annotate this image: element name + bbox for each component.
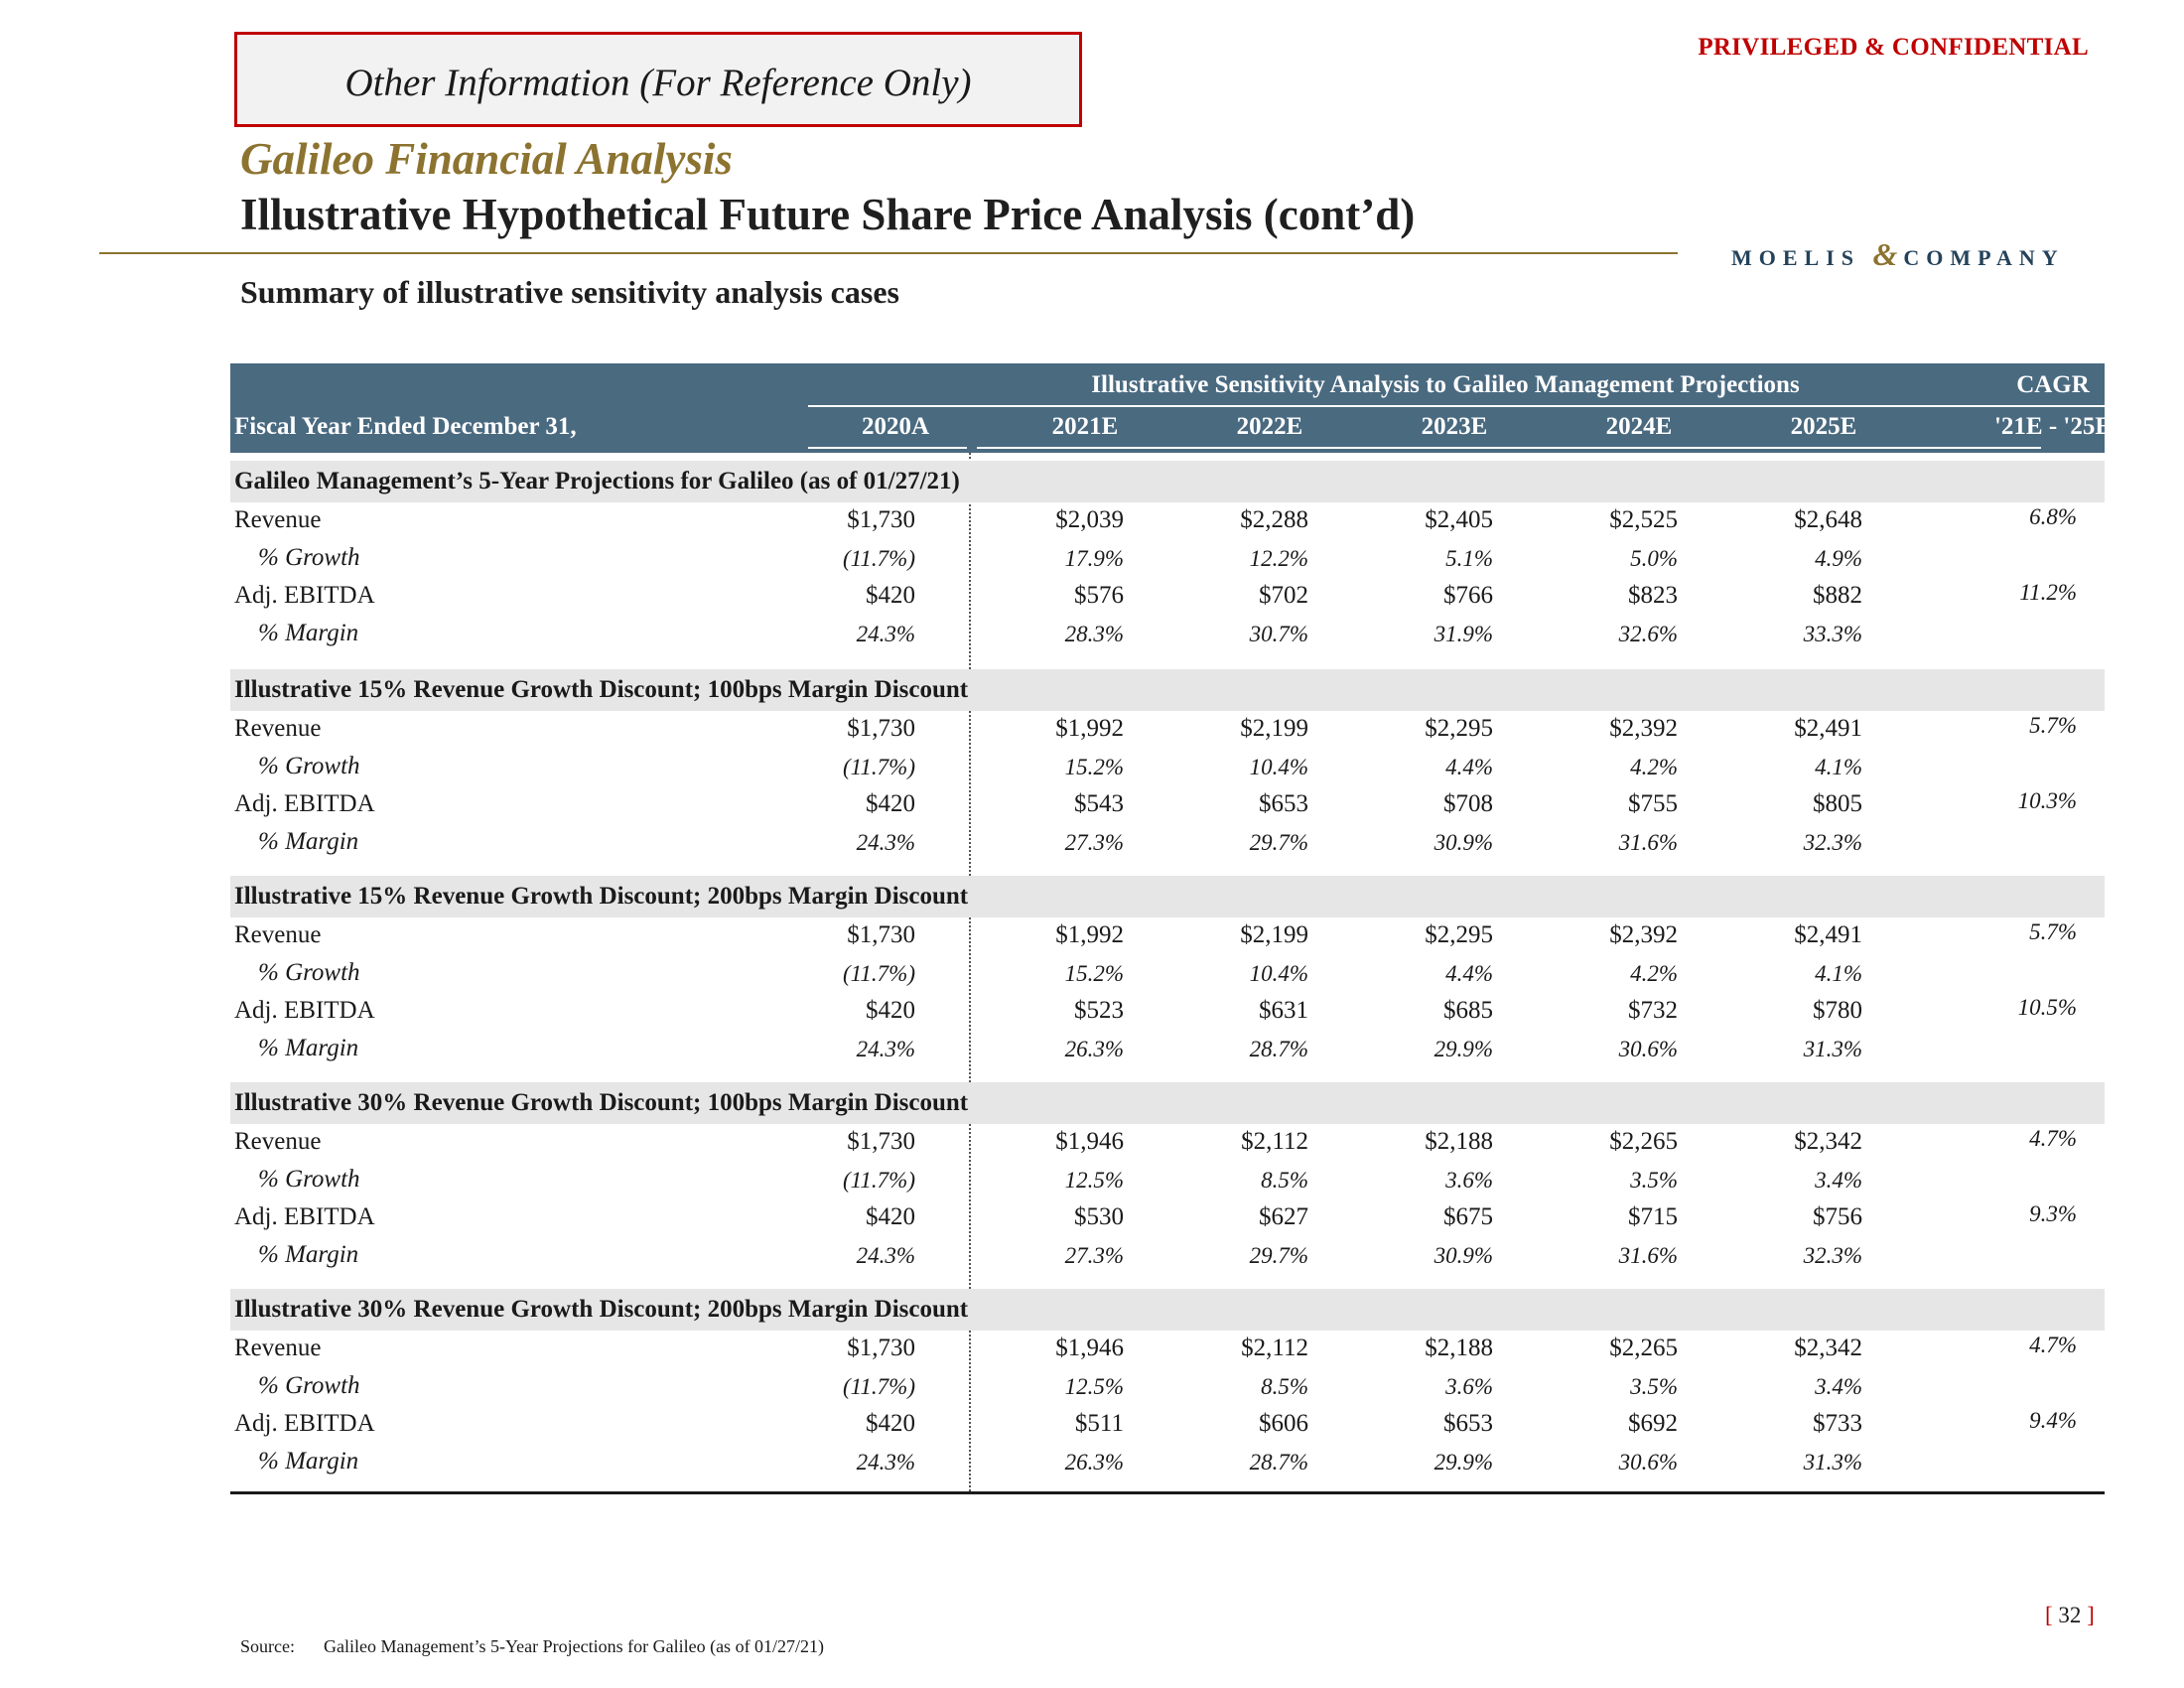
cell: 29.7%	[1249, 1243, 1308, 1268]
cell: $766	[1443, 582, 1493, 609]
cell: 10.4%	[1249, 755, 1308, 779]
cell: $1,946	[1055, 1335, 1124, 1361]
cell: $702	[1259, 582, 1308, 609]
cell: $631	[1259, 997, 1308, 1024]
row-label: Adj. EBITDA	[234, 997, 375, 1024]
header-underline	[977, 447, 2041, 449]
cell: 29.9%	[1433, 1450, 1493, 1475]
growth-row	[230, 1370, 2105, 1406]
cell: $708	[1443, 790, 1493, 817]
reference-note-text: Other Information (For Reference Only)	[344, 62, 972, 104]
scenario-title: Illustrative 30% Revenue Growth Discount; 200bps Margin Discount	[230, 1289, 2105, 1331]
cell: $653	[1443, 1410, 1493, 1437]
cell: 24.3%	[856, 1037, 915, 1061]
cell: $1,730	[847, 715, 915, 742]
row-label: % Growth	[258, 959, 360, 986]
cell: $732	[1628, 997, 1678, 1024]
cell: 3.6%	[1445, 1168, 1493, 1193]
cell: (11.7%)	[842, 546, 915, 571]
growth-row	[230, 751, 2105, 786]
table-bottom-rule	[230, 1491, 2105, 1494]
header-cagr-title: CAGR	[2016, 371, 2090, 398]
page-subtitle: Summary of illustrative sensitivity analysis cases	[240, 274, 899, 310]
cell: 12.5%	[1064, 1374, 1124, 1399]
scenario-section	[230, 669, 2105, 876]
source-label: Source:	[240, 1636, 295, 1656]
ebitda-row	[230, 1408, 2105, 1444]
margin-row	[230, 1033, 2105, 1068]
cell: 27.3%	[1064, 1243, 1124, 1268]
row-label: % Growth	[258, 1372, 360, 1399]
row-label: Revenue	[234, 1335, 322, 1361]
page-number-value: 32	[2058, 1603, 2082, 1627]
cell: 12.2%	[1249, 546, 1308, 571]
cell: 5.0%	[1630, 546, 1678, 571]
scenario-section	[230, 1289, 2105, 1495]
cell: 30.6%	[1618, 1037, 1678, 1061]
cell: $2,392	[1609, 921, 1678, 948]
margin-row	[230, 826, 2105, 862]
cell: 28.7%	[1249, 1450, 1308, 1475]
table-header	[230, 363, 2113, 453]
confidential-label: PRIVILEGED & CONFIDENTIAL	[1698, 34, 2089, 61]
cell: $543	[1074, 790, 1124, 817]
cell: 24.3%	[856, 1450, 915, 1475]
revenue-row	[230, 713, 2105, 749]
cell: $2,648	[1794, 506, 1862, 533]
header-fiscal-year: Fiscal Year Ended December 31,	[234, 413, 577, 440]
logo-word-left: MOELIS	[1731, 245, 1861, 270]
header-span-underline	[808, 405, 2115, 407]
scenario-title: Illustrative 30% Revenue Growth Discount; 100bps Margin Discount	[230, 1082, 2105, 1124]
cell: 24.3%	[856, 1243, 915, 1268]
ebitda-row	[230, 788, 2105, 824]
header-year: 2025E	[1790, 413, 1857, 440]
scenario-title: Illustrative 15% Revenue Growth Discount; 100bps Margin Discount	[230, 669, 2105, 711]
scenario-section	[230, 876, 2105, 1082]
cell: $2,342	[1794, 1335, 1862, 1361]
cell: $606	[1259, 1410, 1308, 1437]
cell: $1,730	[847, 1335, 915, 1361]
cell: (11.7%)	[842, 1374, 915, 1399]
row-label: % Margin	[258, 1448, 359, 1475]
cell: 31.6%	[1618, 830, 1678, 855]
cell: $715	[1628, 1203, 1678, 1230]
cell: $2,392	[1609, 715, 1678, 742]
cell: $1,946	[1055, 1128, 1124, 1155]
cell: 33.3%	[1803, 622, 1862, 646]
header-year: 2023E	[1421, 413, 1488, 440]
cell: $685	[1443, 997, 1493, 1024]
cell: 3.4%	[1815, 1168, 1862, 1193]
margin-row	[230, 618, 2105, 653]
row-label: Adj. EBITDA	[234, 582, 375, 609]
page-title: Illustrative Hypothetical Future Share Price Analysis (cont’d)	[240, 190, 1416, 239]
cell: $2,405	[1425, 506, 1493, 533]
cell: 30.9%	[1433, 830, 1493, 855]
cell: $755	[1628, 790, 1678, 817]
cell: $1,730	[847, 1128, 915, 1155]
cell: 5.1%	[1445, 546, 1493, 571]
cell: 31.3%	[1803, 1450, 1862, 1475]
row-label: % Growth	[258, 753, 360, 779]
cell: 3.5%	[1630, 1374, 1678, 1399]
cagr-cell: 10.3%	[2017, 788, 2077, 813]
header-span-title: Illustrative Sensitivity Analysis to Galileo Management Projections	[1091, 371, 1800, 398]
cell: $1,730	[847, 506, 915, 533]
cell: 8.5%	[1261, 1168, 1308, 1193]
cell: (11.7%)	[842, 755, 915, 779]
header-year: 2024E	[1605, 413, 1673, 440]
margin-row	[230, 1446, 2105, 1481]
cagr-cell: 5.7%	[2029, 919, 2077, 944]
scenario-title: Illustrative 15% Revenue Growth Discount; 200bps Margin Discount	[230, 876, 2105, 917]
row-label: Revenue	[234, 1128, 322, 1155]
cell: 32.3%	[1803, 1243, 1862, 1268]
scenario-section	[230, 461, 2105, 667]
cell: 30.9%	[1433, 1243, 1493, 1268]
cell: $530	[1074, 1203, 1124, 1230]
cell: $2,525	[1609, 506, 1678, 533]
cell: 31.9%	[1433, 622, 1493, 646]
cell: 15.2%	[1064, 961, 1124, 986]
ebitda-row	[230, 1201, 2105, 1237]
cell: $2,112	[1241, 1128, 1308, 1155]
cell: $2,342	[1794, 1128, 1862, 1155]
cell: $692	[1628, 1410, 1678, 1437]
cell: 15.2%	[1064, 755, 1124, 779]
growth-row	[230, 542, 2105, 578]
cell: 30.6%	[1618, 1450, 1678, 1475]
source-text: Galileo Management’s 5-Year Projections for Galileo (as of 01/27/21)	[324, 1636, 825, 1656]
cell: $653	[1259, 790, 1308, 817]
cell: 26.3%	[1064, 1450, 1124, 1475]
cell: $2,199	[1240, 715, 1308, 742]
cell: 30.7%	[1249, 622, 1308, 646]
cell: $420	[866, 1410, 915, 1437]
cell: 4.2%	[1630, 755, 1678, 779]
cell: $2,265	[1609, 1128, 1678, 1155]
page-bracket-open: [	[2045, 1603, 2053, 1627]
cagr-cell: 9.4%	[2029, 1408, 2077, 1433]
page-number	[2045, 1603, 2095, 1628]
cagr-cell: 6.8%	[2029, 504, 2077, 529]
cell: $2,295	[1425, 715, 1493, 742]
cell: 12.5%	[1064, 1168, 1124, 1193]
cell: $2,491	[1794, 715, 1862, 742]
cell: 17.9%	[1064, 546, 1124, 571]
logo-word-right: COMPANY	[1903, 245, 2065, 270]
cell: $1,992	[1055, 715, 1124, 742]
cell: $2,288	[1240, 506, 1308, 533]
revenue-row	[230, 1333, 2105, 1368]
cell: $733	[1813, 1410, 1862, 1437]
cell: $780	[1813, 997, 1862, 1024]
header-year: 2022E	[1236, 413, 1303, 440]
cell: $823	[1628, 582, 1678, 609]
page-bracket-close: ]	[2087, 1603, 2095, 1627]
cell: 24.3%	[856, 622, 915, 646]
cell: $420	[866, 1203, 915, 1230]
cell: 32.3%	[1803, 830, 1862, 855]
margin-row	[230, 1239, 2105, 1275]
ebitda-row	[230, 995, 2105, 1031]
row-label: Adj. EBITDA	[234, 1410, 375, 1437]
cell: 3.5%	[1630, 1168, 1678, 1193]
cell: $511	[1074, 1410, 1124, 1437]
cell: 10.4%	[1249, 961, 1308, 986]
cell: 31.6%	[1618, 1243, 1678, 1268]
cell: $1,992	[1055, 921, 1124, 948]
cell: 4.4%	[1445, 961, 1493, 986]
sensitivity-table	[230, 363, 2113, 1497]
row-label: Revenue	[234, 715, 322, 742]
cell: $2,188	[1425, 1335, 1493, 1361]
cell: $805	[1813, 790, 1862, 817]
cell: 24.3%	[856, 830, 915, 855]
source-note	[240, 1636, 824, 1657]
cell: 4.4%	[1445, 755, 1493, 779]
header-year: 2020A	[861, 413, 930, 440]
header-underline	[808, 447, 967, 449]
scenario-section	[230, 1082, 2105, 1289]
row-label: % Margin	[258, 1035, 359, 1061]
revenue-row	[230, 1126, 2105, 1162]
cagr-cell: 11.2%	[2019, 580, 2077, 605]
row-label: % Growth	[258, 544, 360, 571]
cagr-cell: 5.7%	[2029, 713, 2077, 738]
row-label: % Growth	[258, 1166, 360, 1193]
row-label: % Margin	[258, 1241, 359, 1268]
title-divider	[99, 252, 1678, 254]
cell: 26.3%	[1064, 1037, 1124, 1061]
cell: $756	[1813, 1203, 1862, 1230]
cell: 29.7%	[1249, 830, 1308, 855]
row-label: Revenue	[234, 921, 322, 948]
cell: 27.3%	[1064, 830, 1124, 855]
growth-row	[230, 1164, 2105, 1199]
cell: 4.9%	[1815, 546, 1862, 571]
cell: $1,730	[847, 921, 915, 948]
cell: 3.4%	[1815, 1374, 1862, 1399]
row-label: Revenue	[234, 506, 322, 533]
cell: $576	[1074, 582, 1124, 609]
cell: $420	[866, 790, 915, 817]
header-cagr-range: '21E - '25E	[1993, 413, 2113, 440]
cell: 4.1%	[1815, 961, 1862, 986]
cell: $2,112	[1241, 1335, 1308, 1361]
cell: $2,199	[1240, 921, 1308, 948]
row-label: Adj. EBITDA	[234, 790, 375, 817]
cell: 31.3%	[1803, 1037, 1862, 1061]
row-label: % Margin	[258, 828, 359, 855]
cell: 29.9%	[1433, 1037, 1493, 1061]
cell: $675	[1443, 1203, 1493, 1230]
cell: $2,295	[1425, 921, 1493, 948]
scenario-title: Galileo Management’s 5-Year Projections for Galileo (as of 01/27/21)	[230, 461, 2105, 502]
ebitda-row	[230, 580, 2105, 616]
growth-row	[230, 957, 2105, 993]
revenue-row	[230, 504, 2105, 540]
row-label: % Margin	[258, 620, 359, 646]
cagr-cell: 4.7%	[2029, 1333, 2077, 1357]
cell: 8.5%	[1261, 1374, 1308, 1399]
cell: 4.1%	[1815, 755, 1862, 779]
header-year: 2021E	[1051, 413, 1119, 440]
cell: (11.7%)	[842, 1168, 915, 1193]
cell: $882	[1813, 582, 1862, 609]
logo-ampersand: &	[1872, 236, 1898, 272]
cell: 3.6%	[1445, 1374, 1493, 1399]
cell: (11.7%)	[842, 961, 915, 986]
revenue-row	[230, 919, 2105, 955]
cell: 4.2%	[1630, 961, 1678, 986]
cagr-cell: 9.3%	[2029, 1201, 2077, 1226]
cell: $2,491	[1794, 921, 1862, 948]
cell: $420	[866, 582, 915, 609]
cell: 28.7%	[1249, 1037, 1308, 1061]
row-label: Adj. EBITDA	[234, 1203, 375, 1230]
cell: 28.3%	[1064, 622, 1124, 646]
section-title: Galileo Financial Analysis	[240, 134, 733, 184]
cell: $420	[866, 997, 915, 1024]
cell: $2,039	[1055, 506, 1124, 533]
cell: $2,265	[1609, 1335, 1678, 1361]
company-logo	[1731, 236, 2065, 273]
cagr-cell: 4.7%	[2029, 1126, 2077, 1151]
reference-note-box	[234, 32, 1082, 127]
cell: 32.6%	[1618, 622, 1678, 646]
cell: $523	[1074, 997, 1124, 1024]
cell: $627	[1259, 1203, 1308, 1230]
cagr-cell: 10.5%	[2017, 995, 2077, 1020]
table-body	[230, 453, 2105, 1497]
cell: $2,188	[1425, 1128, 1493, 1155]
